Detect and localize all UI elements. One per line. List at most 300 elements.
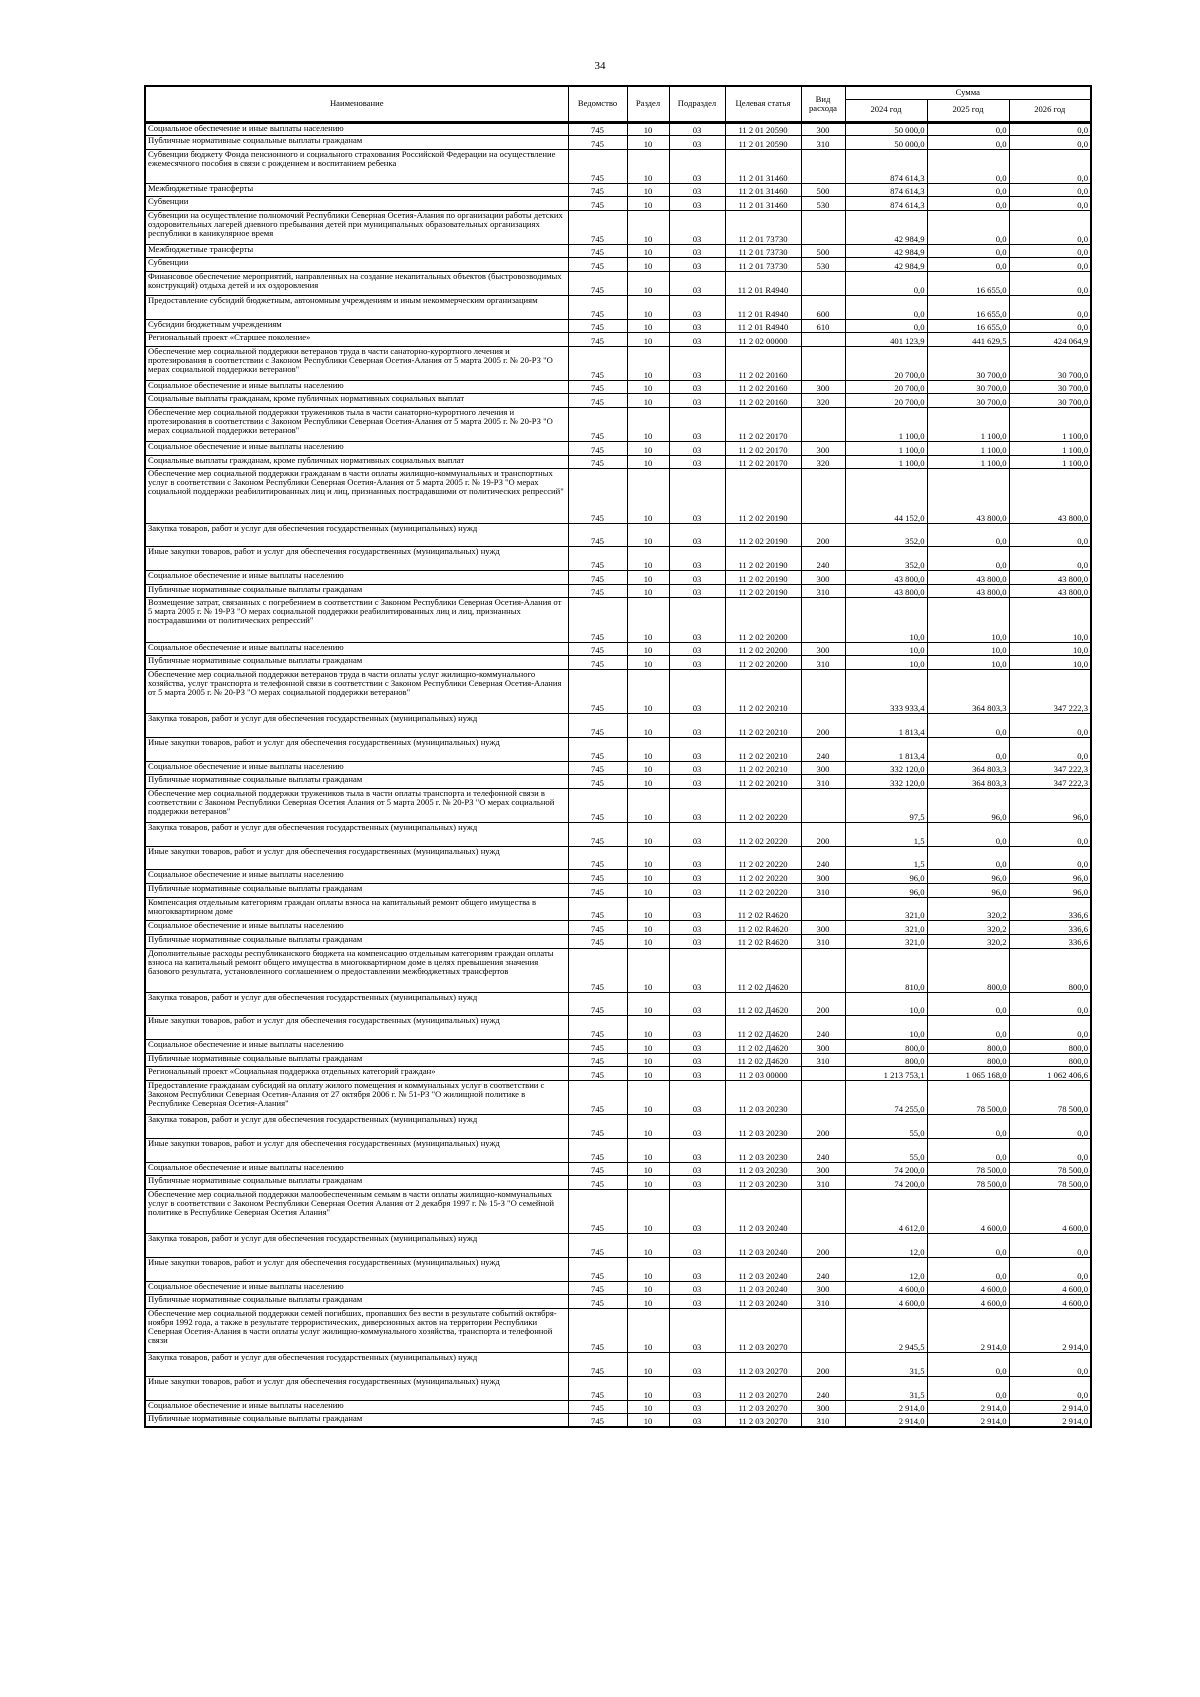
row-podrazdel: 03	[669, 319, 725, 333]
row-vid: 300	[801, 761, 845, 775]
row-sum-2025: 4 600,0	[927, 1189, 1009, 1233]
table-row	[145, 319, 1091, 333]
row-sum-2026: 78 500,0	[1009, 1176, 1091, 1190]
row-celevaya: 11 2 03 20270	[725, 1414, 801, 1428]
row-podrazdel: 03	[669, 921, 725, 935]
row-name: Закупка товаров, работ и услуг для обеспечения государственных (муниципальных) нужд	[145, 822, 568, 846]
row-podrazdel: 03	[669, 258, 725, 272]
row-sum-2025: 16 655,0	[927, 295, 1009, 319]
row-sum-2025: 0,0	[927, 1257, 1009, 1281]
header-razdel: Раздел	[627, 86, 669, 122]
row-sum-2026: 0,0	[1009, 244, 1091, 258]
table-row	[145, 272, 1091, 296]
row-celevaya: 11 2 03 20270	[725, 1400, 801, 1414]
row-vid	[801, 1067, 845, 1081]
row-sum-2026: 1 100,0	[1009, 408, 1091, 442]
row-vid	[801, 897, 845, 921]
row-sum-2026: 0,0	[1009, 523, 1091, 547]
row-razdel: 10	[627, 897, 669, 921]
row-name: Обеспечение мер социальной поддержки тружеников тыла в части санаторно-курортного лечения и протезирования в соответствии с Законом Республики Северная Осетия-Алания от 5 марта 2005 г. № 20-РЗ "О мерах социальной поддержки ветеранов"	[145, 408, 568, 442]
table-row	[145, 584, 1091, 598]
row-celevaya: 11 2 02 20210	[725, 669, 801, 713]
row-celevaya: 11 2 02 20170	[725, 408, 801, 442]
row-name: Иные закупки товаров, работ и услуг для обеспечения государственных (муниципальных) нужд	[145, 1376, 568, 1400]
row-podrazdel: 03	[669, 1189, 725, 1233]
row-name: Закупка товаров, работ и услуг для обеспечения государственных (муниципальных) нужд	[145, 1115, 568, 1139]
row-vid: 310	[801, 934, 845, 948]
row-vedomstvo: 745	[568, 761, 627, 775]
row-celevaya: 11 2 01 73730	[725, 210, 801, 244]
row-vid	[801, 408, 845, 442]
row-celevaya: 11 2 02 R4620	[725, 921, 801, 935]
row-razdel: 10	[627, 1040, 669, 1054]
row-sum-2025: 2 914,0	[927, 1400, 1009, 1414]
row-vedomstvo: 745	[568, 992, 627, 1016]
row-vid	[801, 788, 845, 822]
row-celevaya: 11 2 03 20230	[725, 1162, 801, 1176]
table-row	[145, 737, 1091, 761]
row-sum-2024: 1 100,0	[845, 408, 927, 442]
row-sum-2025: 78 500,0	[927, 1162, 1009, 1176]
budget-table	[144, 85, 1092, 1428]
row-sum-2024: 96,0	[845, 870, 927, 884]
row-sum-2025: 2 914,0	[927, 1414, 1009, 1428]
row-sum-2024: 352,0	[845, 547, 927, 571]
table-row	[145, 197, 1091, 211]
row-vid: 320	[801, 394, 845, 408]
row-razdel: 10	[627, 934, 669, 948]
row-podrazdel: 03	[669, 1281, 725, 1295]
row-celevaya: 11 2 02 20220	[725, 846, 801, 870]
row-podrazdel: 03	[669, 1016, 725, 1040]
row-sum-2026: 0,0	[1009, 1234, 1091, 1258]
row-sum-2026: 0,0	[1009, 1016, 1091, 1040]
row-celevaya: 11 2 02 20210	[725, 713, 801, 737]
row-sum-2025: 0,0	[927, 183, 1009, 197]
row-razdel: 10	[627, 210, 669, 244]
header-2026: 2026 год	[1009, 99, 1091, 122]
row-sum-2025: 0,0	[927, 737, 1009, 761]
row-sum-2025: 16 655,0	[927, 272, 1009, 296]
row-sum-2025: 0,0	[927, 210, 1009, 244]
row-vedomstvo: 745	[568, 584, 627, 598]
row-vid: 500	[801, 183, 845, 197]
row-vedomstvo: 745	[568, 1376, 627, 1400]
row-razdel: 10	[627, 1081, 669, 1115]
row-sum-2026: 0,0	[1009, 122, 1091, 136]
row-podrazdel: 03	[669, 598, 725, 642]
row-razdel: 10	[627, 149, 669, 183]
row-vedomstvo: 745	[568, 1281, 627, 1295]
table-row	[145, 571, 1091, 585]
row-sum-2025: 1 100,0	[927, 442, 1009, 456]
row-vid: 300	[801, 642, 845, 656]
row-vedomstvo: 745	[568, 934, 627, 948]
row-celevaya: 11 2 03 20230	[725, 1138, 801, 1162]
row-sum-2024: 20 700,0	[845, 346, 927, 380]
row-sum-2025: 0,0	[927, 1115, 1009, 1139]
row-celevaya: 11 2 02 Д4620	[725, 1040, 801, 1054]
row-vid: 300	[801, 442, 845, 456]
row-name: Обеспечение мер социальной поддержки ветеранов труда в части оплаты услуг жилищно-коммунального хозяйства, услуг транспорта и телефонной связи в соответствии с Законом Республики Северная Осетия-Алания от 5 марта 2005 г. № 20-РЗ "О мерах социальной поддержки ветеранов"	[145, 669, 568, 713]
row-vedomstvo: 745	[568, 571, 627, 585]
table-row	[145, 846, 1091, 870]
row-sum-2026: 0,0	[1009, 149, 1091, 183]
row-podrazdel: 03	[669, 1040, 725, 1054]
row-podrazdel: 03	[669, 197, 725, 211]
row-celevaya: 11 2 02 20200	[725, 656, 801, 670]
table-row	[145, 210, 1091, 244]
table-row	[145, 992, 1091, 1016]
row-name: Социальное обеспечение и иные выплаты населению	[145, 122, 568, 136]
row-sum-2026: 336,6	[1009, 897, 1091, 921]
row-sum-2024: 74 200,0	[845, 1176, 927, 1190]
row-sum-2025: 364 803,3	[927, 669, 1009, 713]
row-podrazdel: 03	[669, 584, 725, 598]
row-sum-2024: 321,0	[845, 921, 927, 935]
row-sum-2026: 30 700,0	[1009, 380, 1091, 394]
row-sum-2025: 4 600,0	[927, 1281, 1009, 1295]
row-sum-2026: 78 500,0	[1009, 1162, 1091, 1176]
row-podrazdel: 03	[669, 669, 725, 713]
row-name: Возмещение затрат, связанных с погребением в соответствии с Законом Республики Северная Осетия-Алания от 5 марта 2005 г. № 19-РЗ "О мерах социальной поддержки реабилитированных лиц и лиц, признанных пострадавшими от политических репрессий"	[145, 598, 568, 642]
row-vedomstvo: 745	[568, 775, 627, 789]
table-row	[145, 642, 1091, 656]
row-sum-2024: 800,0	[845, 1040, 927, 1054]
row-vid: 240	[801, 846, 845, 870]
header-summa: Сумма	[845, 86, 1091, 99]
row-sum-2024: 4 600,0	[845, 1281, 927, 1295]
row-sum-2024: 10,0	[845, 992, 927, 1016]
row-podrazdel: 03	[669, 1308, 725, 1352]
row-sum-2025: 0,0	[927, 258, 1009, 272]
row-celevaya: 11 2 01 R4940	[725, 319, 801, 333]
row-razdel: 10	[627, 669, 669, 713]
row-vedomstvo: 745	[568, 656, 627, 670]
row-celevaya: 11 2 01 31460	[725, 183, 801, 197]
row-sum-2026: 0,0	[1009, 272, 1091, 296]
row-sum-2024: 44 152,0	[845, 469, 927, 523]
row-vid: 300	[801, 1162, 845, 1176]
row-razdel: 10	[627, 822, 669, 846]
table-row	[145, 921, 1091, 935]
row-vedomstvo: 745	[568, 1081, 627, 1115]
row-podrazdel: 03	[669, 333, 725, 347]
row-vid: 300	[801, 571, 845, 585]
row-vid: 200	[801, 1353, 845, 1377]
row-razdel: 10	[627, 197, 669, 211]
row-name: Иные закупки товаров, работ и услуг для обеспечения государственных (муниципальных) нужд	[145, 1016, 568, 1040]
row-vid	[801, 669, 845, 713]
row-celevaya: 11 2 03 20270	[725, 1376, 801, 1400]
row-razdel: 10	[627, 1234, 669, 1258]
row-vid: 300	[801, 1040, 845, 1054]
row-sum-2024: 20 700,0	[845, 394, 927, 408]
row-sum-2026: 0,0	[1009, 319, 1091, 333]
row-razdel: 10	[627, 272, 669, 296]
row-podrazdel: 03	[669, 394, 725, 408]
row-sum-2024: 74 255,0	[845, 1081, 927, 1115]
row-razdel: 10	[627, 1257, 669, 1281]
row-vid: 200	[801, 992, 845, 1016]
row-vedomstvo: 745	[568, 136, 627, 150]
table-row	[145, 822, 1091, 846]
table-row	[145, 870, 1091, 884]
table-row	[145, 442, 1091, 456]
row-razdel: 10	[627, 183, 669, 197]
table-row	[145, 408, 1091, 442]
row-podrazdel: 03	[669, 775, 725, 789]
row-razdel: 10	[627, 656, 669, 670]
row-podrazdel: 03	[669, 455, 725, 469]
row-sum-2025: 96,0	[927, 870, 1009, 884]
row-sum-2024: 2 914,0	[845, 1400, 927, 1414]
row-vedomstvo: 745	[568, 1308, 627, 1352]
row-celevaya: 11 2 02 Д4620	[725, 1053, 801, 1067]
row-sum-2024: 12,0	[845, 1257, 927, 1281]
row-sum-2025: 800,0	[927, 1040, 1009, 1054]
row-sum-2025: 96,0	[927, 883, 1009, 897]
row-podrazdel: 03	[669, 761, 725, 775]
row-vid: 600	[801, 295, 845, 319]
row-vedomstvo: 745	[568, 469, 627, 523]
row-name: Субвенции бюджету Фонда пенсионного и социального страхования Российской Федерации на осуществление ежемесячного пособия в связи с рождением и воспитанием ребенка	[145, 149, 568, 183]
row-sum-2025: 364 803,3	[927, 761, 1009, 775]
table-row	[145, 1115, 1091, 1139]
header-2025: 2025 год	[927, 99, 1009, 122]
row-sum-2026: 2 914,0	[1009, 1414, 1091, 1428]
row-vedomstvo: 745	[568, 547, 627, 571]
row-celevaya: 11 2 02 R4620	[725, 934, 801, 948]
table-row	[145, 1081, 1091, 1115]
row-sum-2024: 31,5	[845, 1353, 927, 1377]
row-sum-2026: 0,0	[1009, 1376, 1091, 1400]
row-name: Публичные нормативные социальные выплаты гражданам	[145, 136, 568, 150]
table-row	[145, 883, 1091, 897]
row-vid: 310	[801, 1414, 845, 1428]
row-razdel: 10	[627, 1189, 669, 1233]
row-sum-2025: 1 100,0	[927, 408, 1009, 442]
page-number: 34	[594, 60, 606, 72]
row-sum-2025: 0,0	[927, 523, 1009, 547]
row-sum-2024: 1,5	[845, 846, 927, 870]
row-sum-2025: 1 065 168,0	[927, 1067, 1009, 1081]
row-vedomstvo: 745	[568, 1353, 627, 1377]
row-sum-2026: 424 064,9	[1009, 333, 1091, 347]
row-celevaya: 11 2 01 73730	[725, 258, 801, 272]
row-name: Публичные нормативные социальные выплаты гражданам	[145, 1176, 568, 1190]
row-vedomstvo: 745	[568, 1016, 627, 1040]
row-sum-2026: 0,0	[1009, 197, 1091, 211]
row-podrazdel: 03	[669, 1353, 725, 1377]
row-sum-2024: 800,0	[845, 1053, 927, 1067]
row-vid	[801, 469, 845, 523]
row-razdel: 10	[627, 442, 669, 456]
row-sum-2026: 0,0	[1009, 713, 1091, 737]
row-razdel: 10	[627, 1016, 669, 1040]
row-name: Иные закупки товаров, работ и услуг для обеспечения государственных (муниципальных) нужд	[145, 547, 568, 571]
row-sum-2026: 336,6	[1009, 934, 1091, 948]
row-razdel: 10	[627, 1176, 669, 1190]
row-razdel: 10	[627, 455, 669, 469]
row-sum-2026: 1 100,0	[1009, 442, 1091, 456]
row-celevaya: 11 2 02 Д4620	[725, 992, 801, 1016]
row-sum-2025: 78 500,0	[927, 1081, 1009, 1115]
row-podrazdel: 03	[669, 547, 725, 571]
row-sum-2025: 0,0	[927, 846, 1009, 870]
row-sum-2025: 10,0	[927, 598, 1009, 642]
row-sum-2025: 78 500,0	[927, 1176, 1009, 1190]
row-podrazdel: 03	[669, 380, 725, 394]
table-row	[145, 122, 1091, 136]
row-podrazdel: 03	[669, 1067, 725, 1081]
row-celevaya: 11 2 02 20190	[725, 523, 801, 547]
row-podrazdel: 03	[669, 934, 725, 948]
row-podrazdel: 03	[669, 408, 725, 442]
row-podrazdel: 03	[669, 883, 725, 897]
row-celevaya: 11 2 02 20210	[725, 761, 801, 775]
table-row	[145, 788, 1091, 822]
table-row	[145, 761, 1091, 775]
row-name: Обеспечение мер социальной поддержки гражданам в части оплаты жилищно-коммунальных и транспортных услуг в соответствии с Законом Республики Северная Осетия-Алания от 5 марта 2005 г. № 19-РЗ "О мерах социальной поддержки реабилитированных лиц и лиц, признанных пострадавшими от политических репрессий"	[145, 469, 568, 523]
row-celevaya: 11 2 02 20160	[725, 380, 801, 394]
row-sum-2026: 0,0	[1009, 1115, 1091, 1139]
row-celevaya: 11 2 02 Д4620	[725, 1016, 801, 1040]
row-name: Иные закупки товаров, работ и услуг для обеспечения государственных (муниципальных) нужд	[145, 737, 568, 761]
table-row	[145, 183, 1091, 197]
row-name: Субвенции	[145, 197, 568, 211]
row-sum-2024: 1 100,0	[845, 455, 927, 469]
table-row	[145, 295, 1091, 319]
table-row	[145, 469, 1091, 523]
row-vedomstvo: 745	[568, 822, 627, 846]
row-name: Социальные выплаты гражданам, кроме публичных нормативных социальных выплат	[145, 455, 568, 469]
row-podrazdel: 03	[669, 442, 725, 456]
row-razdel: 10	[627, 122, 669, 136]
row-sum-2025: 4 600,0	[927, 1295, 1009, 1309]
table-row	[145, 1176, 1091, 1190]
row-sum-2026: 43 800,0	[1009, 469, 1091, 523]
row-sum-2025: 96,0	[927, 788, 1009, 822]
table-row	[145, 1414, 1091, 1428]
row-sum-2024: 42 984,9	[845, 210, 927, 244]
row-sum-2024: 352,0	[845, 523, 927, 547]
row-sum-2026: 43 800,0	[1009, 584, 1091, 598]
row-podrazdel: 03	[669, 788, 725, 822]
row-name: Межбюджетные трансферты	[145, 244, 568, 258]
row-sum-2026: 78 500,0	[1009, 1081, 1091, 1115]
row-sum-2026: 0,0	[1009, 1257, 1091, 1281]
row-vid: 200	[801, 523, 845, 547]
row-name: Социальное обеспечение и иные выплаты населению	[145, 380, 568, 394]
row-vid: 300	[801, 1281, 845, 1295]
row-sum-2025: 30 700,0	[927, 380, 1009, 394]
row-razdel: 10	[627, 1376, 669, 1400]
row-vid: 240	[801, 737, 845, 761]
header-2024: 2024 год	[845, 99, 927, 122]
row-razdel: 10	[627, 1053, 669, 1067]
row-name: Социальное обеспечение и иные выплаты населению	[145, 1162, 568, 1176]
row-sum-2026: 2 914,0	[1009, 1308, 1091, 1352]
row-sum-2026: 800,0	[1009, 1040, 1091, 1054]
table-row	[145, 1400, 1091, 1414]
row-razdel: 10	[627, 469, 669, 523]
row-vedomstvo: 745	[568, 948, 627, 992]
row-celevaya: 11 2 03 20270	[725, 1308, 801, 1352]
row-razdel: 10	[627, 921, 669, 935]
row-vid	[801, 948, 845, 992]
row-sum-2024: 874 614,3	[845, 183, 927, 197]
row-sum-2024: 43 800,0	[845, 584, 927, 598]
row-vid: 530	[801, 258, 845, 272]
row-sum-2024: 0,0	[845, 272, 927, 296]
row-sum-2026: 0,0	[1009, 183, 1091, 197]
row-vedomstvo: 745	[568, 1295, 627, 1309]
row-celevaya: 11 2 01 R4940	[725, 295, 801, 319]
row-sum-2024: 333 933,4	[845, 669, 927, 713]
row-razdel: 10	[627, 948, 669, 992]
row-sum-2024: 97,5	[845, 788, 927, 822]
row-sum-2026: 96,0	[1009, 883, 1091, 897]
row-name: Публичные нормативные социальные выплаты гражданам	[145, 656, 568, 670]
row-sum-2024: 1 100,0	[845, 442, 927, 456]
table-row	[145, 1257, 1091, 1281]
row-sum-2024: 20 700,0	[845, 380, 927, 394]
row-vedomstvo: 745	[568, 1115, 627, 1139]
row-podrazdel: 03	[669, 822, 725, 846]
row-vedomstvo: 745	[568, 669, 627, 713]
row-vedomstvo: 745	[568, 122, 627, 136]
row-vedomstvo: 745	[568, 1234, 627, 1258]
row-sum-2025: 43 800,0	[927, 584, 1009, 598]
row-sum-2025: 1 100,0	[927, 455, 1009, 469]
row-celevaya: 11 2 03 20240	[725, 1234, 801, 1258]
table-row	[145, 1189, 1091, 1233]
row-celevaya: 11 2 02 20220	[725, 788, 801, 822]
row-vedomstvo: 745	[568, 870, 627, 884]
row-razdel: 10	[627, 319, 669, 333]
row-name: Социальное обеспечение и иные выплаты населению	[145, 442, 568, 456]
row-podrazdel: 03	[669, 1400, 725, 1414]
row-celevaya: 11 2 02 20170	[725, 442, 801, 456]
row-razdel: 10	[627, 295, 669, 319]
row-name: Закупка товаров, работ и услуг для обеспечения государственных (муниципальных) нужд	[145, 523, 568, 547]
row-vid	[801, 598, 845, 642]
row-vid: 200	[801, 1115, 845, 1139]
table-row	[145, 1040, 1091, 1054]
row-name: Публичные нормативные социальные выплаты гражданам	[145, 1295, 568, 1309]
row-vedomstvo: 745	[568, 846, 627, 870]
row-podrazdel: 03	[669, 737, 725, 761]
row-name: Публичные нормативные социальные выплаты гражданам	[145, 934, 568, 948]
row-vedomstvo: 745	[568, 523, 627, 547]
row-vid: 310	[801, 584, 845, 598]
row-podrazdel: 03	[669, 1115, 725, 1139]
row-celevaya: 11 2 01 R4940	[725, 272, 801, 296]
row-razdel: 10	[627, 523, 669, 547]
row-sum-2026: 1 062 406,6	[1009, 1067, 1091, 1081]
row-sum-2026: 30 700,0	[1009, 346, 1091, 380]
table-row	[145, 380, 1091, 394]
row-celevaya: 11 2 02 20210	[725, 737, 801, 761]
row-celevaya: 11 2 02 20200	[725, 642, 801, 656]
row-name: Обеспечение мер социальной поддержки тружеников тыла в части оплаты транспорта и телефонной связи в соответствии с Законом Республики Северная Осетия Алания от 5 марта 2005 г. № 20-РЗ "О мерах социальной поддержки ветеранов"	[145, 788, 568, 822]
row-sum-2025: 320,2	[927, 934, 1009, 948]
row-celevaya: 11 2 03 20240	[725, 1295, 801, 1309]
row-sum-2024: 2 914,0	[845, 1414, 927, 1428]
row-name: Компенсация отдельным категориям граждан оплаты взноса на капитальный ремонт общего имущества в многоквартирном доме	[145, 897, 568, 921]
row-sum-2025: 30 700,0	[927, 346, 1009, 380]
